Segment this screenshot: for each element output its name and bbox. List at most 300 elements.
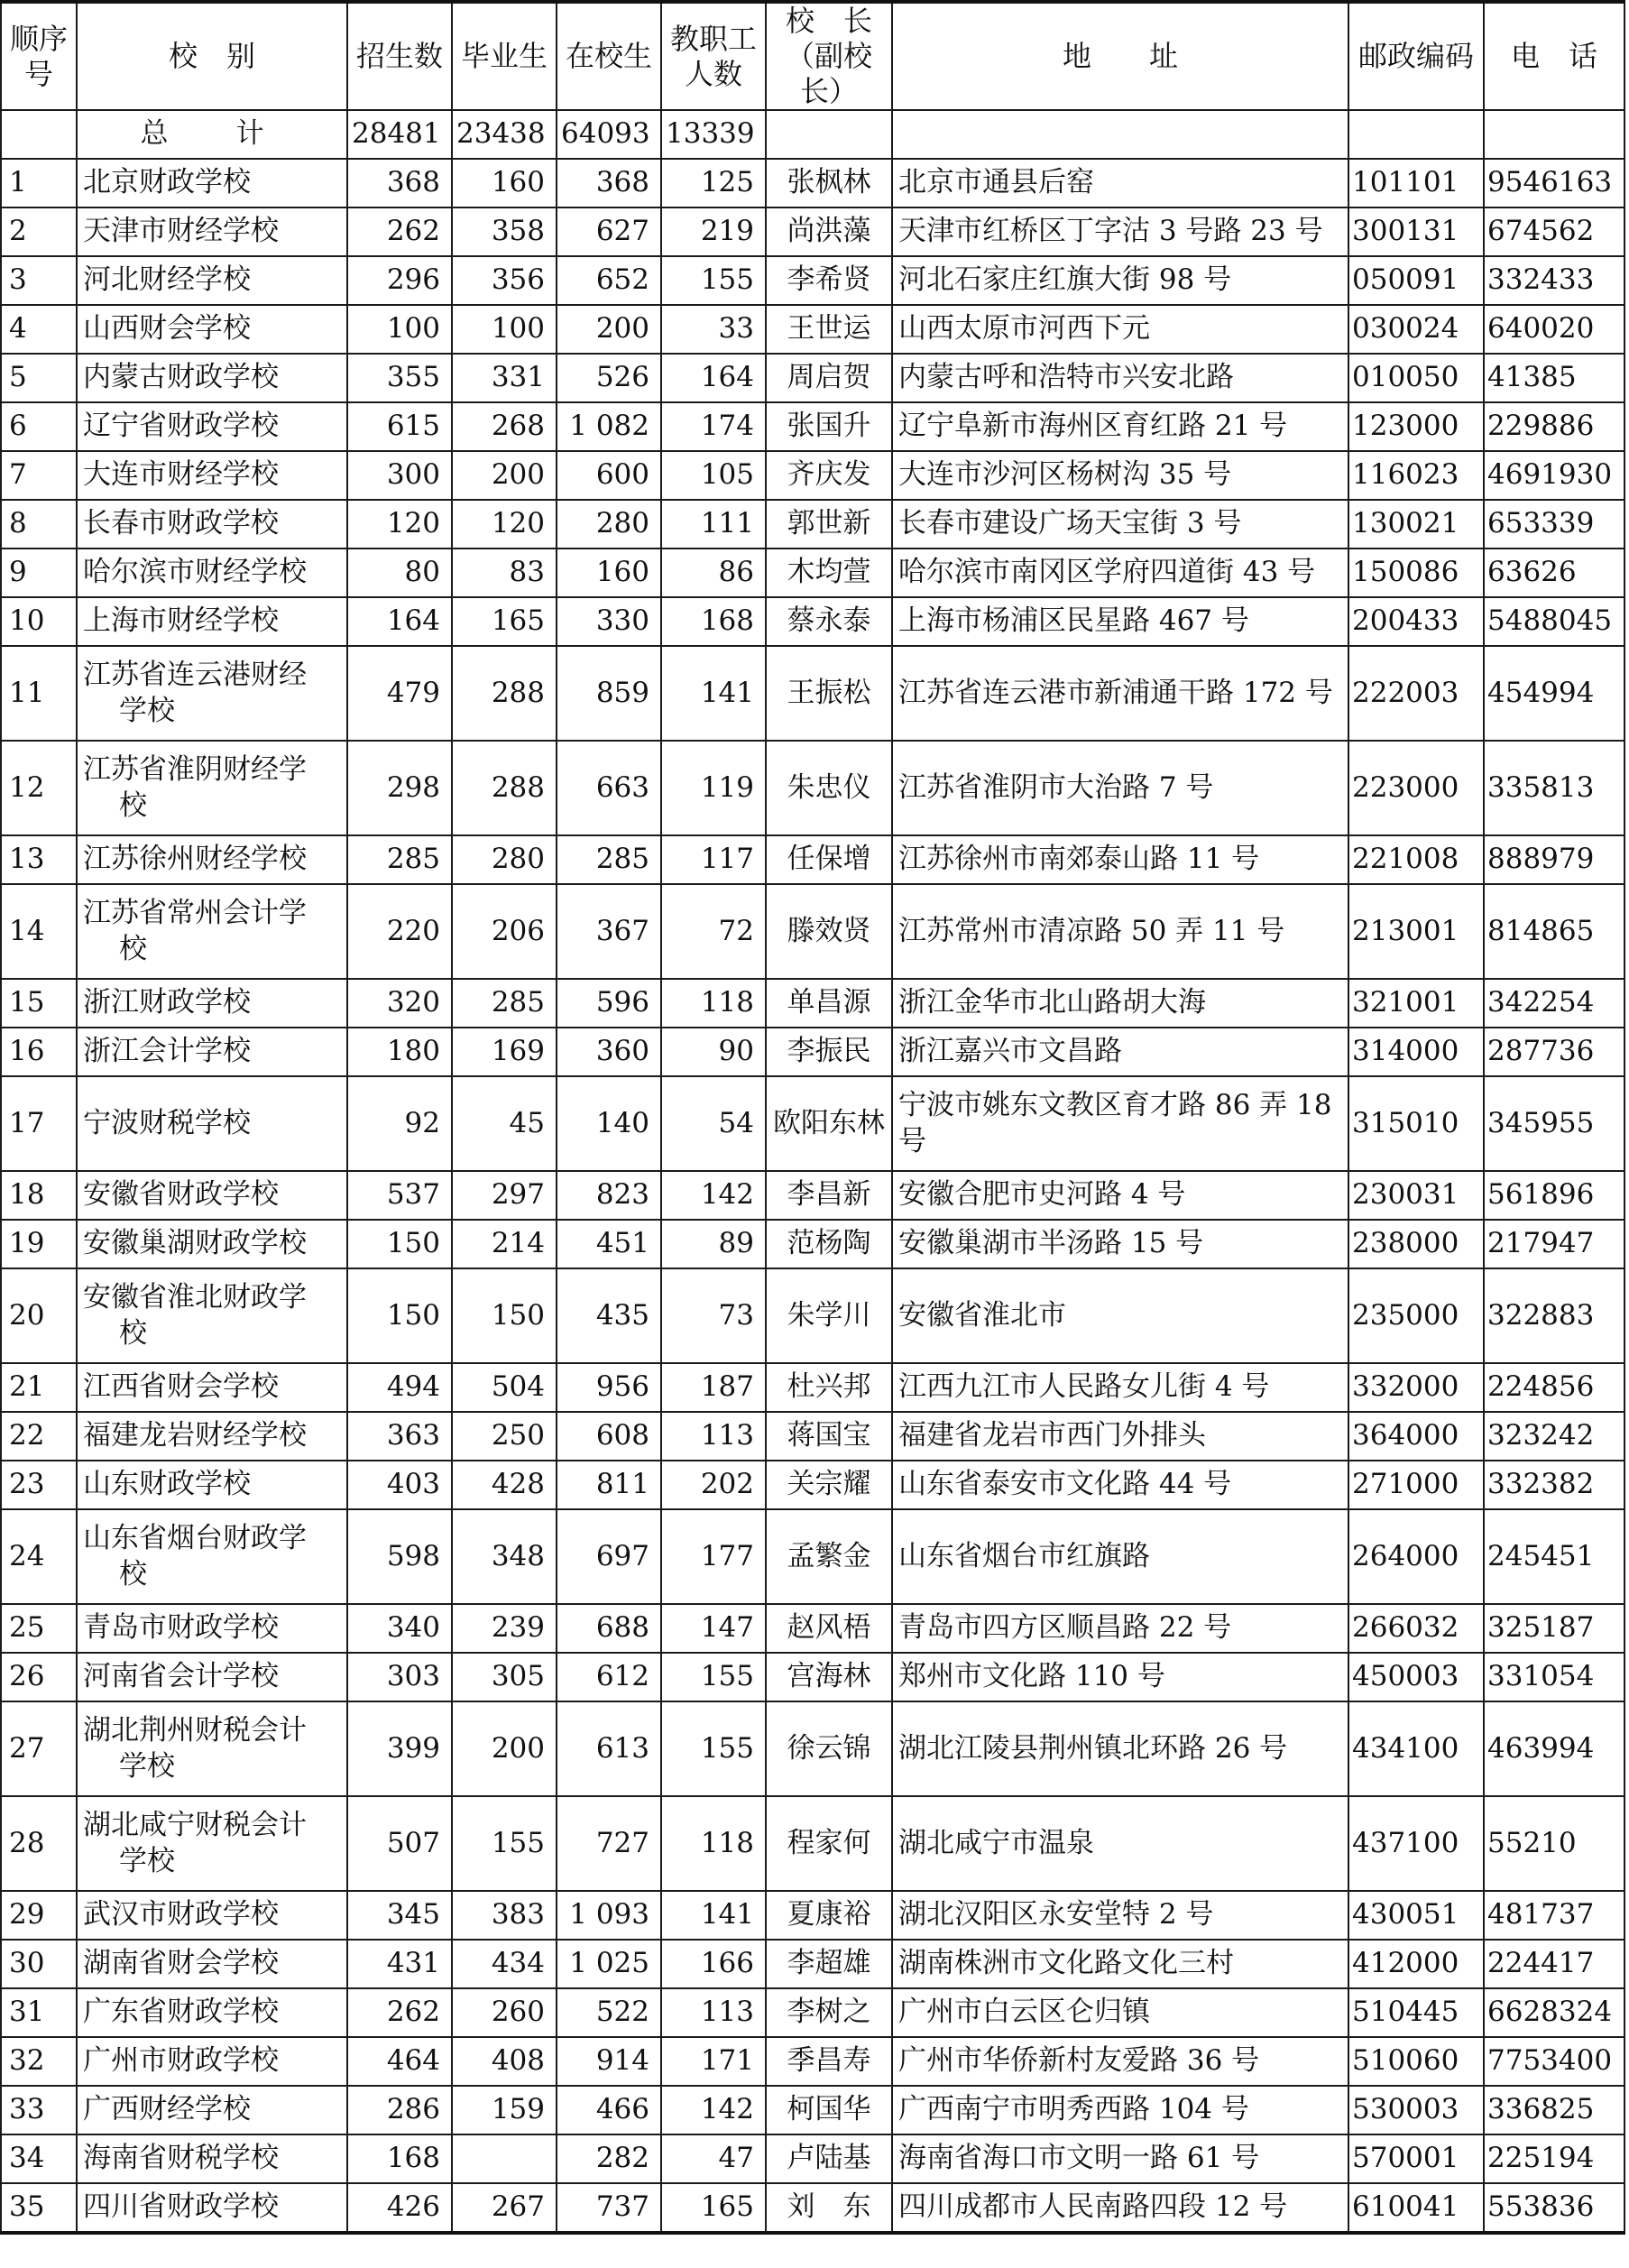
cell-seq: 30: [1, 1940, 77, 1988]
cell-enroll: 507: [347, 1796, 452, 1891]
cell-postcode: 030024: [1348, 305, 1484, 354]
cell-school: [77, 1701, 347, 1796]
cell-seq: 4: [1, 305, 77, 354]
cell-phone: 454994: [1484, 646, 1624, 741]
cell-postcode: 238000: [1348, 1220, 1484, 1268]
cell-address: 湖南株洲市文化路文化三村: [892, 1940, 1348, 1988]
cell-phone: 345955: [1484, 1076, 1624, 1171]
cell-school: 海南省财税学校: [77, 2134, 347, 2183]
cell-address: 山西太原市河西下元: [892, 305, 1348, 354]
cell-enroll: 368: [347, 159, 452, 207]
cell-graduates: 288: [452, 741, 557, 835]
cell-address: 湖北汉阳区永安堂特 2 号: [892, 1891, 1348, 1940]
cell-seq: 25: [1, 1604, 77, 1653]
cell-phone: 63626: [1484, 549, 1624, 597]
cell-principal: 季昌寿: [766, 2037, 892, 2086]
cell-address: 安徽巢湖市半汤路 15 号: [892, 1220, 1348, 1268]
cell-principal: 赵风梧: [766, 1604, 892, 1653]
cell-address: 青岛市四方区顺昌路 22 号: [892, 1604, 1348, 1653]
cell-school-line2: 校: [119, 1316, 147, 1350]
cell-school: [77, 646, 347, 741]
cell-school: 山东财政学校: [77, 1461, 347, 1509]
cell-school: 江苏徐州财经学校: [77, 835, 347, 884]
cell-students: 737: [557, 2183, 661, 2233]
cell-seq: 26: [1, 1653, 77, 1701]
cell-students: 613: [557, 1701, 661, 1796]
table-row: [1, 979, 1624, 1028]
cell-seq: 2: [1, 207, 77, 256]
cell-enroll: 150: [347, 1268, 452, 1363]
cell-students: 140: [557, 1076, 661, 1171]
cell-enroll: 150: [347, 1220, 452, 1268]
cell-enroll: 598: [347, 1509, 452, 1604]
cell-principal: 刘 东: [766, 2183, 892, 2233]
table-row: [1, 1653, 1624, 1701]
cell-phone: 287736: [1484, 1028, 1624, 1076]
cell-phone: 224417: [1484, 1940, 1624, 1988]
cell-postcode: 150086: [1348, 549, 1484, 597]
cell-postcode: 321001: [1348, 979, 1484, 1028]
cell-postcode: 271000: [1348, 1461, 1484, 1509]
cell-students: 663: [557, 741, 661, 835]
cell-postcode: 010050: [1348, 354, 1484, 402]
cell-enroll: 298: [347, 741, 452, 835]
table-row: [1, 1363, 1624, 1412]
cell-school-line1: 湖北荆州财税会计: [83, 1713, 307, 1747]
cell-school-line2: 校: [119, 788, 147, 822]
cell-enroll: 345: [347, 1891, 452, 1940]
cell-address: 湖北江陵县荆州镇北环路 26 号: [892, 1701, 1348, 1796]
cell-phone: 4691930: [1484, 451, 1624, 500]
cell-enroll: 320: [347, 979, 452, 1028]
cell-graduates: 100: [452, 305, 557, 354]
cell-graduates: 120: [452, 500, 557, 549]
total-staff: 13339: [661, 110, 766, 159]
header-students: 在校生: [557, 2, 661, 110]
cell-address: 上海市杨浦区民星路 467 号: [892, 597, 1348, 646]
cell-enroll: 262: [347, 1988, 452, 2037]
cell-graduates: 214: [452, 1220, 557, 1268]
cell-phone: 217947: [1484, 1220, 1624, 1268]
table-row: [1, 402, 1624, 451]
cell-students: 368: [557, 159, 661, 207]
table-row: [1, 1509, 1624, 1604]
cell-school: 广州市财政学校: [77, 2037, 347, 2086]
cell-school: 哈尔滨市财经学校: [77, 549, 347, 597]
cell-school: 武汉市财政学校: [77, 1891, 347, 1940]
cell-principal: 李树之: [766, 1988, 892, 2037]
cell-students: 1 093: [557, 1891, 661, 1940]
cell-principal: 尚洪藻: [766, 207, 892, 256]
cell-postcode: 300131: [1348, 207, 1484, 256]
cell-school-line2: 学校: [119, 1844, 175, 1877]
cell-students: 688: [557, 1604, 661, 1653]
cell-staff: 174: [661, 402, 766, 451]
cell-enroll: 464: [347, 2037, 452, 2086]
total-enroll: 28481: [347, 110, 452, 159]
cell-postcode: 130021: [1348, 500, 1484, 549]
cell-postcode: 314000: [1348, 1028, 1484, 1076]
cell-graduates: 150: [452, 1268, 557, 1363]
header-principal: 校 长（副校长）: [766, 2, 892, 110]
cell-staff: 89: [661, 1220, 766, 1268]
cell-seq: 14: [1, 884, 77, 979]
cell-postcode: 510060: [1348, 2037, 1484, 2086]
cell-seq: 21: [1, 1363, 77, 1412]
cell-postcode: 222003: [1348, 646, 1484, 741]
cell-students: 367: [557, 884, 661, 979]
table-row: [1, 159, 1624, 207]
cell-school: 福建龙岩财经学校: [77, 1412, 347, 1461]
cell-students: 914: [557, 2037, 661, 2086]
cell-postcode: 332000: [1348, 1363, 1484, 1412]
cell-enroll: 100: [347, 305, 452, 354]
header-phone: 电 话: [1484, 2, 1624, 110]
cell-staff: 141: [661, 646, 766, 741]
cell-school: [77, 741, 347, 835]
cell-school: 河北财经学校: [77, 256, 347, 305]
cell-address: 江苏常州市清凉路 50 弄 11 号: [892, 884, 1348, 979]
cell-enroll: 286: [347, 2086, 452, 2134]
cell-postcode: 364000: [1348, 1412, 1484, 1461]
cell-postcode: 264000: [1348, 1509, 1484, 1604]
cell-school: 天津市财经学校: [77, 207, 347, 256]
cell-address: 浙江金华市北山路胡大海: [892, 979, 1348, 1028]
cell-school: 北京财政学校: [77, 159, 347, 207]
cell-phone: 336825: [1484, 2086, 1624, 2134]
cell-seq: 28: [1, 1796, 77, 1891]
cell-enroll: 220: [347, 884, 452, 979]
cell-students: 859: [557, 646, 661, 741]
cell-address: 四川成都市人民南路四段 12 号: [892, 2183, 1348, 2233]
cell-postcode: 434100: [1348, 1701, 1484, 1796]
total-phone: [1484, 110, 1624, 159]
cell-students: 652: [557, 256, 661, 305]
cell-school-line2: 校: [119, 1557, 147, 1590]
cell-students: 596: [557, 979, 661, 1028]
cell-school: 大连市财经学校: [77, 451, 347, 500]
cell-staff: 72: [661, 884, 766, 979]
cell-seq: 15: [1, 979, 77, 1028]
cell-principal: 蔡永泰: [766, 597, 892, 646]
cell-enroll: 262: [347, 207, 452, 256]
cell-school-line1: 江苏省淮阴财经学: [83, 752, 307, 786]
cell-phone: 481737: [1484, 1891, 1624, 1940]
cell-staff: 113: [661, 1988, 766, 2037]
total-address: [892, 110, 1348, 159]
cell-staff: 118: [661, 979, 766, 1028]
cell-postcode: 266032: [1348, 1604, 1484, 1653]
cell-staff: 155: [661, 1653, 766, 1701]
cell-staff: 219: [661, 207, 766, 256]
cell-seq: 35: [1, 2183, 77, 2233]
cell-staff: 141: [661, 1891, 766, 1940]
cell-graduates: 260: [452, 1988, 557, 2037]
cell-seq: 16: [1, 1028, 77, 1076]
table-row: [1, 256, 1624, 305]
cell-graduates: 165: [452, 597, 557, 646]
cell-address: 湖北咸宁市温泉: [892, 1796, 1348, 1891]
cell-principal: 木均萱: [766, 549, 892, 597]
cell-address: 山东省烟台市红旗路: [892, 1509, 1348, 1604]
cell-address: 河北石家庄红旗大街 98 号: [892, 256, 1348, 305]
cell-staff: 33: [661, 305, 766, 354]
cell-staff: 202: [661, 1461, 766, 1509]
cell-school: 浙江财政学校: [77, 979, 347, 1028]
cell-address: 辽宁阜新市海州区育红路 21 号: [892, 402, 1348, 451]
cell-staff: 113: [661, 1412, 766, 1461]
cell-students: 1 082: [557, 402, 661, 451]
header-address: 地 址: [892, 2, 1348, 110]
cell-staff: 165: [661, 2183, 766, 2233]
cell-staff: 147: [661, 1604, 766, 1653]
table-row: [1, 884, 1624, 979]
cell-staff: 54: [661, 1076, 766, 1171]
cell-staff: 117: [661, 835, 766, 884]
cell-school: 长春市财政学校: [77, 500, 347, 549]
cell-principal: 蒋国宝: [766, 1412, 892, 1461]
cell-school-line1: 湖北咸宁财税会计: [83, 1808, 307, 1841]
cell-graduates: 160: [452, 159, 557, 207]
cell-students: 330: [557, 597, 661, 646]
cell-enroll: 180: [347, 1028, 452, 1076]
total-graduates: 23438: [452, 110, 557, 159]
cell-school-line1: 江苏省常州会计学: [83, 896, 307, 929]
cell-school: [77, 884, 347, 979]
cell-seq: 8: [1, 500, 77, 549]
header-staff: 教职工人数: [661, 2, 766, 110]
cell-principal: 齐庆发: [766, 451, 892, 500]
cell-phone: 332382: [1484, 1461, 1624, 1509]
cell-staff: 119: [661, 741, 766, 835]
cell-graduates: 239: [452, 1604, 557, 1653]
cell-principal: 李昌新: [766, 1171, 892, 1220]
cell-school: 湖南省财会学校: [77, 1940, 347, 1988]
cell-enroll: 168: [347, 2134, 452, 2183]
table-row: [1, 1220, 1624, 1268]
cell-seq: 1: [1, 159, 77, 207]
cell-seq: 29: [1, 1891, 77, 1940]
cell-staff: 168: [661, 597, 766, 646]
header-enroll: 招生数: [347, 2, 452, 110]
cell-address: 浙江嘉兴市文昌路: [892, 1028, 1348, 1076]
cell-graduates: 267: [452, 2183, 557, 2233]
table-row: [1, 354, 1624, 402]
table-row: [1, 1268, 1624, 1363]
cell-seq: 10: [1, 597, 77, 646]
cell-seq: 18: [1, 1171, 77, 1220]
cell-enroll: 494: [347, 1363, 452, 1412]
cell-principal: 卢陆基: [766, 2134, 892, 2183]
cell-postcode: 412000: [1348, 1940, 1484, 1988]
table-row: [1, 2134, 1624, 2183]
cell-graduates: 285: [452, 979, 557, 1028]
cell-phone: 322883: [1484, 1268, 1624, 1363]
cell-staff: 155: [661, 1701, 766, 1796]
cell-address: 天津市红桥区丁字沽 3 号路 23 号: [892, 207, 1348, 256]
cell-staff: 166: [661, 1940, 766, 1988]
cell-phone: 463994: [1484, 1701, 1624, 1796]
cell-address: 长春市建设广场天宝街 3 号: [892, 500, 1348, 549]
header-graduates: 毕业生: [452, 2, 557, 110]
cell-principal: 程家何: [766, 1796, 892, 1891]
header-postcode: 邮政编码: [1348, 2, 1484, 110]
cell-principal: 李希贤: [766, 256, 892, 305]
table-row: [1, 597, 1624, 646]
cell-seq: 6: [1, 402, 77, 451]
table-row: [1, 500, 1624, 549]
cell-graduates: 200: [452, 451, 557, 500]
cell-enroll: 537: [347, 1171, 452, 1220]
cell-postcode: 223000: [1348, 741, 1484, 835]
cell-phone: 55210: [1484, 1796, 1624, 1891]
cell-school: 安徽巢湖财政学校: [77, 1220, 347, 1268]
cell-principal: 范杨陶: [766, 1220, 892, 1268]
total-postcode: [1348, 110, 1484, 159]
cell-phone: 224856: [1484, 1363, 1624, 1412]
cell-graduates: 155: [452, 1796, 557, 1891]
cell-school: 山西财会学校: [77, 305, 347, 354]
cell-students: 435: [557, 1268, 661, 1363]
cell-school: 广东省财政学校: [77, 1988, 347, 2037]
cell-address-line1: 宁波市姚东文教区育才路 86 弄 18: [898, 1088, 1332, 1121]
cell-school: 宁波财税学校: [77, 1076, 347, 1171]
cell-school: [77, 1509, 347, 1604]
table-row: [1, 1461, 1624, 1509]
cell-staff: 111: [661, 500, 766, 549]
cell-address: [892, 1076, 1348, 1171]
cell-staff: 118: [661, 1796, 766, 1891]
cell-phone: 6628324: [1484, 1988, 1624, 2037]
cell-staff: 125: [661, 159, 766, 207]
cell-students: 522: [557, 1988, 661, 2037]
cell-students: 811: [557, 1461, 661, 1509]
cell-phone: 323242: [1484, 1412, 1624, 1461]
cell-students: 285: [557, 835, 661, 884]
cell-enroll: 296: [347, 256, 452, 305]
cell-seq: 23: [1, 1461, 77, 1509]
cell-address: 大连市沙河区杨树沟 35 号: [892, 451, 1348, 500]
cell-phone: 229886: [1484, 402, 1624, 451]
cell-address: 安徽省淮北市: [892, 1268, 1348, 1363]
cell-postcode: 221008: [1348, 835, 1484, 884]
cell-enroll: 399: [347, 1701, 452, 1796]
header-school: 校 别: [77, 2, 347, 110]
cell-staff: 177: [661, 1509, 766, 1604]
cell-school-line2: 学校: [119, 1749, 175, 1783]
table-row: [1, 1412, 1624, 1461]
cell-seq: 17: [1, 1076, 77, 1171]
cell-postcode: 315010: [1348, 1076, 1484, 1171]
cell-seq: 32: [1, 2037, 77, 2086]
cell-school-line2: 学校: [119, 694, 175, 727]
cell-students: 627: [557, 207, 661, 256]
cell-principal: 王振松: [766, 646, 892, 741]
cell-school-line1: 山东省烟台财政学: [83, 1521, 307, 1554]
cell-students: 360: [557, 1028, 661, 1076]
total-students: 64093: [557, 110, 661, 159]
cell-postcode: 200433: [1348, 597, 1484, 646]
cell-school: 内蒙古财政学校: [77, 354, 347, 402]
cell-address: 广州市白云区仑归镇: [892, 1988, 1348, 2037]
cell-address: 郑州市文化路 110 号: [892, 1653, 1348, 1701]
cell-seq: 27: [1, 1701, 77, 1796]
table-row: [1, 305, 1624, 354]
cell-enroll: 426: [347, 2183, 452, 2233]
cell-enroll: 303: [347, 1653, 452, 1701]
cell-seq: 11: [1, 646, 77, 741]
cell-students: 612: [557, 1653, 661, 1701]
cell-graduates: 383: [452, 1891, 557, 1940]
cell-postcode: 530003: [1348, 2086, 1484, 2134]
cell-principal: 欧阳东林: [766, 1076, 892, 1171]
cell-postcode: 510445: [1348, 1988, 1484, 2037]
cell-principal: 单昌源: [766, 979, 892, 1028]
cell-staff: 142: [661, 2086, 766, 2134]
table-row: [1, 1940, 1624, 1988]
total-principal: [766, 110, 892, 159]
cell-phone: 814865: [1484, 884, 1624, 979]
cell-principal: 夏康裕: [766, 1891, 892, 1940]
cell-staff: 90: [661, 1028, 766, 1076]
cell-phone: 332433: [1484, 256, 1624, 305]
cell-graduates: 280: [452, 835, 557, 884]
table-row: [1, 1988, 1624, 2037]
cell-students: 451: [557, 1220, 661, 1268]
cell-principal: 郭世新: [766, 500, 892, 549]
cell-graduates: 428: [452, 1461, 557, 1509]
cell-postcode: 050091: [1348, 256, 1484, 305]
cell-school-line2: 校: [119, 932, 147, 965]
cell-graduates: 45: [452, 1076, 557, 1171]
cell-school: 河南省会计学校: [77, 1653, 347, 1701]
cell-staff: 86: [661, 549, 766, 597]
table-row: [1, 1076, 1624, 1171]
cell-graduates: 288: [452, 646, 557, 741]
cell-graduates: 159: [452, 2086, 557, 2134]
total-label: 总 计: [77, 110, 347, 159]
cell-principal: 徐云锦: [766, 1701, 892, 1796]
cell-seq: 31: [1, 1988, 77, 2037]
cell-staff: 187: [661, 1363, 766, 1412]
cell-school: 广西财经学校: [77, 2086, 347, 2134]
cell-school: 浙江会计学校: [77, 1028, 347, 1076]
total-seq: [1, 110, 77, 159]
cell-principal: 周启贺: [766, 354, 892, 402]
cell-school: 青岛市财政学校: [77, 1604, 347, 1653]
cell-principal: 杜兴邦: [766, 1363, 892, 1412]
cell-students: 697: [557, 1509, 661, 1604]
cell-graduates: 250: [452, 1412, 557, 1461]
cell-enroll: 164: [347, 597, 452, 646]
cell-phone: 653339: [1484, 500, 1624, 549]
cell-students: 526: [557, 354, 661, 402]
cell-graduates: 408: [452, 2037, 557, 2086]
cell-postcode: 230031: [1348, 1171, 1484, 1220]
table-row: [1, 646, 1624, 741]
cell-seq: 5: [1, 354, 77, 402]
cell-postcode: 235000: [1348, 1268, 1484, 1363]
cell-graduates: 305: [452, 1653, 557, 1701]
cell-seq: 20: [1, 1268, 77, 1363]
cell-phone: 9546163: [1484, 159, 1624, 207]
cell-staff: 164: [661, 354, 766, 402]
cell-school: [77, 1268, 347, 1363]
cell-enroll: 340: [347, 1604, 452, 1653]
cell-principal: 朱学川: [766, 1268, 892, 1363]
cell-address: 山东省泰安市文化路 44 号: [892, 1461, 1348, 1509]
cell-address: 福建省龙岩市西门外排头: [892, 1412, 1348, 1461]
